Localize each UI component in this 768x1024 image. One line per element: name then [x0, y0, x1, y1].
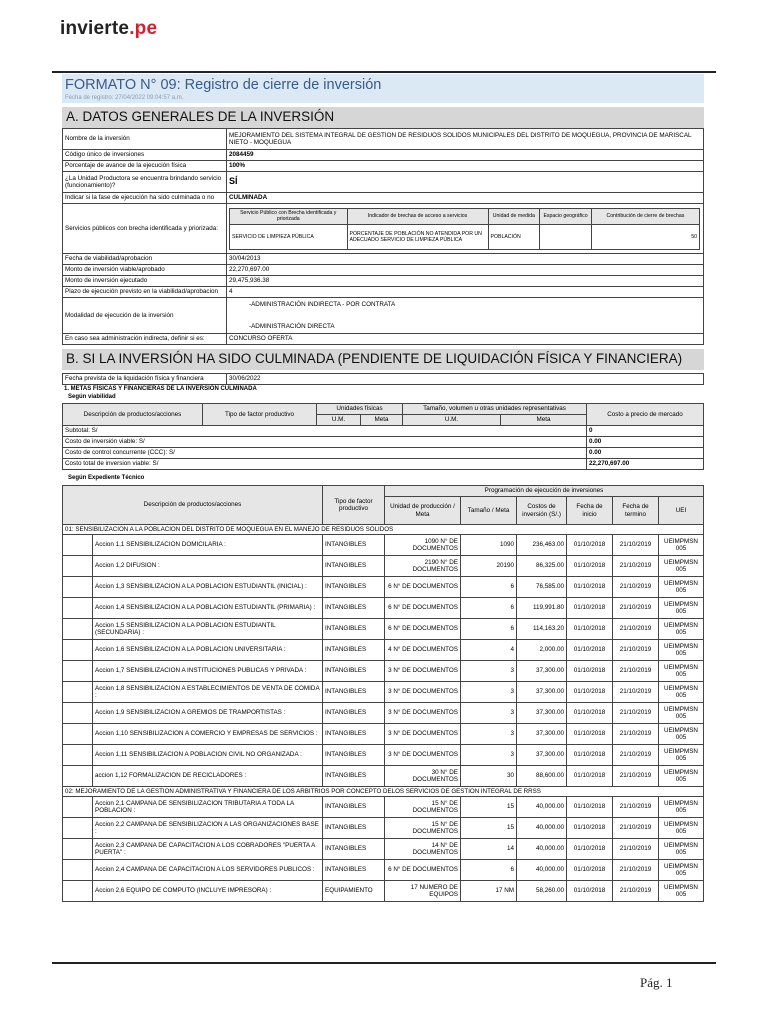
row-factor-type: INTANGIBLES — [323, 860, 385, 881]
row-unit: 15 N° DE DOCUMENTOS — [385, 818, 461, 839]
field-label: Monto de inversión viable/aprobado — [63, 265, 227, 276]
row-indent — [63, 577, 93, 598]
row-indent — [63, 535, 93, 556]
field-value: 30/04/2013 — [227, 254, 704, 265]
services-cell — [540, 224, 592, 249]
field-label: Indicar si la fase de ejecución ha sido culminada o no — [63, 193, 227, 204]
row-size: 3 — [461, 745, 517, 766]
row-start-date: 01/10/2018 — [567, 818, 613, 839]
row-factor-type: INTANGIBLES — [323, 619, 385, 640]
row-size: 1090 — [461, 535, 517, 556]
row-size: 3 — [461, 661, 517, 682]
row-size: 3 — [461, 724, 517, 745]
row-uei: UEIMPMSN 005 — [659, 797, 704, 818]
viabilidad-heading: Según viabilidad — [68, 394, 116, 400]
row-end-date: 21/10/2019 — [613, 797, 659, 818]
row-start-date: 01/10/2018 — [567, 661, 613, 682]
row-end-date: 21/10/2019 — [613, 535, 659, 556]
group-row — [63, 787, 704, 797]
exp-header: Fecha de termino — [613, 497, 659, 525]
row-description: Accion 1,10 SENSIBILIZACION A COMERCIO Y EMPRESAS DE SERVICIOS : — [93, 724, 323, 745]
row-factor-type: INTANGIBLES — [323, 745, 385, 766]
table-row — [63, 577, 704, 598]
row-size: 6 — [461, 598, 517, 619]
row-start-date: 01/10/2018 — [567, 839, 613, 860]
row-unit: 3 N° DE DOCUMENTOS — [385, 724, 461, 745]
row-size: 17 NM — [461, 881, 517, 902]
row-unit: 6 N° DE DOCUMENTOS — [385, 619, 461, 640]
row-description: Accion 1,1 SENSIBILIZACION DOMICILARIA : — [93, 535, 323, 556]
row-start-date: 01/10/2018 — [567, 535, 613, 556]
row-indent — [63, 661, 93, 682]
row-factor-type: INTANGIBLES — [323, 766, 385, 787]
field-label: Monto de inversión ejecutado — [63, 276, 227, 287]
row-start-date: 01/10/2018 — [567, 860, 613, 881]
row-cost: 58,260.00 — [517, 881, 567, 902]
table-row — [63, 619, 704, 640]
row-start-date: 01/10/2018 — [567, 881, 613, 902]
field-value: SÍ — [227, 172, 704, 193]
row-cost: 37,300.00 — [517, 661, 567, 682]
row-start-date: 01/10/2018 — [567, 703, 613, 724]
row-cost: 37,300.00 — [517, 745, 567, 766]
row-end-date: 21/10/2019 — [613, 881, 659, 902]
table-row — [63, 839, 704, 860]
total-value: 0 — [587, 426, 704, 437]
table-row — [63, 598, 704, 619]
row-uei: UEIMPMSN 005 — [659, 818, 704, 839]
row-factor-type: INTANGIBLES — [323, 839, 385, 860]
viab-header: Meta — [501, 415, 587, 426]
row-description: Accion 2,6 EQUIPO DE COMPUTO (INCLUYE IMPRESORA) : — [93, 881, 323, 902]
total-label: Costo de inversión viable: S/ — [63, 437, 587, 448]
row-start-date: 01/10/2018 — [567, 619, 613, 640]
table-row — [63, 881, 704, 902]
row-factor-type: INTANGIBLES — [323, 797, 385, 818]
field-label: En caso sea administración indirecta, definir si es: — [63, 334, 227, 345]
viab-header: U.M. — [403, 415, 501, 426]
row-size: 20190 — [461, 556, 517, 577]
expediente-heading: Según Expediente Técnico — [68, 475, 145, 481]
row-end-date: 21/10/2019 — [613, 860, 659, 881]
row-unit: 1090 N° DE DOCUMENTOS — [385, 535, 461, 556]
group-title: 02: MEJORAMIENTO DE LA GESTION ADMINISTRATIVA Y FINANCIERA DE LOS ARBITRIOS POR CONCEPTO DELOS SERVICIOS DE GESTION INTEGRAL DE RRSS — [63, 787, 704, 797]
field-label: Nombre de la inversión — [63, 129, 227, 150]
row-unit: 4 N° DE DOCUMENTOS — [385, 640, 461, 661]
row-start-date: 01/10/2018 — [567, 745, 613, 766]
row-description: Accion 1,8 SENSIBILIZACION A ESTABLECIMIENTOS DE VENTA DE COMIDA : — [93, 682, 323, 703]
row-start-date: 01/10/2018 — [567, 682, 613, 703]
row-cost: 40,000.00 — [517, 797, 567, 818]
row-cost: 37,300.00 — [517, 682, 567, 703]
table-row — [63, 818, 704, 839]
table-row — [63, 640, 704, 661]
viab-header: Meta — [361, 415, 403, 426]
services-header: Indicador de brechas de acceso a servicios — [347, 208, 488, 224]
row-start-date: 01/10/2018 — [567, 556, 613, 577]
table-row — [63, 535, 704, 556]
row-unit: 17 NUMERO DE EQUIPOS — [385, 881, 461, 902]
row-end-date: 21/10/2019 — [613, 818, 659, 839]
row-unit: 3 N° DE DOCUMENTOS — [385, 703, 461, 724]
row-indent — [63, 640, 93, 661]
total-label: Subtotal: S/ — [63, 426, 587, 437]
row-description: Accion 2,1 CAMPANA DE SENSIBILIZACION TRIBUTARIA A TODA LA POBLACION : — [93, 797, 323, 818]
row-size: 30 — [461, 766, 517, 787]
row-cost: 236,463.00 — [517, 535, 567, 556]
row-end-date: 21/10/2019 — [613, 724, 659, 745]
row-description: Accion 1,4 SENSIBILIZACION A LA POBLACION ESTUDIANTIL (PRIMARIA) : — [93, 598, 323, 619]
row-description: Accion 2,3 CAMPANA DE CAPACITACION A LOS COBRADORES "PUERTA A PUERTA" : — [93, 839, 323, 860]
row-description: Accion 1,3 SENSIBILIZACION A LA POBLACION ESTUDIANTIL (INICIAL) : — [93, 577, 323, 598]
field-value: 22,270,697.00 — [227, 265, 704, 276]
row-end-date: 21/10/2019 — [613, 703, 659, 724]
row-factor-type: INTANGIBLES — [323, 724, 385, 745]
row-start-date: 01/10/2018 — [567, 724, 613, 745]
row-description: Accion 2,2 CAMPANA DE SENSIBILIZACION A LAS ORGANIZACIONES BASE : — [93, 818, 323, 839]
services-header: Contribución de cierre de brechas — [591, 208, 699, 224]
table-row — [63, 556, 704, 577]
row-indent — [63, 766, 93, 787]
row-factor-type: INTANGIBLES — [323, 535, 385, 556]
table-row — [63, 797, 704, 818]
total-label: Costo total de inversion viable: S/ — [63, 459, 587, 470]
row-uei: UEIMPMSN 005 — [659, 682, 704, 703]
services-header: Unidad de medida — [488, 208, 540, 224]
field-label: Plazo de ejecución previsto en la viabilidad/aprobacion — [63, 287, 227, 298]
row-description: Accion 1,5 SENSIBILIZACION A LA POBLACION ESTUDIANTIL (SECUNDARIA) : — [93, 619, 323, 640]
row-end-date: 21/10/2019 — [613, 682, 659, 703]
field-label: Fecha prevista de la liquidación física y financiera — [63, 374, 227, 385]
row-end-date: 21/10/2019 — [613, 661, 659, 682]
metas-heading: 1. METAS FÍSICAS Y FINANCIERAS DE LA INVERSIÓN CULMINADA — [64, 386, 257, 392]
row-factor-type: INTANGIBLES — [323, 682, 385, 703]
top-divider — [52, 71, 716, 73]
total-label: Costo de control concurrente (CCC): S/ — [63, 448, 587, 459]
total-value: 0.00 — [587, 448, 704, 459]
row-uei: UEIMPMSN 005 — [659, 556, 704, 577]
viability-table — [62, 403, 704, 470]
table-row — [63, 682, 704, 703]
field-label: Código único de inversiones — [63, 150, 227, 161]
row-uei: UEIMPMSN 005 — [659, 724, 704, 745]
row-uei: UEIMPMSN 005 — [659, 598, 704, 619]
viab-header: Tamaño, volumen u otras unidades representativas — [403, 404, 587, 415]
table-row — [63, 661, 704, 682]
exp-header: Costos de inversión (S/.) — [517, 497, 567, 525]
row-description: accion 1,12 FORMALIZACION DE RECICLADORES : — [93, 766, 323, 787]
row-cost: 119,991.80 — [517, 598, 567, 619]
row-factor-type: INTANGIBLES — [323, 640, 385, 661]
row-unit: 6 N° DE DOCUMENTOS — [385, 577, 461, 598]
row-description: Accion 1,6 SENSIBILIZACION A LA POBLACION UNIVERSITARIA : — [93, 640, 323, 661]
row-unit: 3 N° DE DOCUMENTOS — [385, 661, 461, 682]
row-start-date: 01/10/2018 — [567, 640, 613, 661]
expediente-table — [62, 485, 704, 902]
row-uei: UEIMPMSN 005 — [659, 577, 704, 598]
row-uei: UEIMPMSN 005 — [659, 766, 704, 787]
bottom-divider — [52, 962, 716, 964]
row-size: 15 — [461, 818, 517, 839]
services-table — [229, 208, 700, 250]
row-factor-type: INTANGIBLES — [323, 818, 385, 839]
row-start-date: 01/10/2018 — [567, 598, 613, 619]
row-unit: 3 N° DE DOCUMENTOS — [385, 682, 461, 703]
row-uei: UEIMPMSN 005 — [659, 881, 704, 902]
row-factor-type: INTANGIBLES — [323, 703, 385, 724]
services-cell: PORCENTAJE DE POBLACIÓN NO ATENDIDA POR UN ADECUADO SERVICIO DE LIMPIEZA PÚBLICA — [347, 224, 488, 249]
row-unit: 2190 N° DE DOCUMENTOS — [385, 556, 461, 577]
field-value: 2084459 — [227, 150, 704, 161]
exp-header: Descripción de productos/acciones — [63, 486, 323, 525]
section-b-heading: B. SI LA INVERSIÓN HA SIDO CULMINADA (PENDIENTE DE LIQUIDACIÓN FÍSICA Y FINANCIERA) — [62, 349, 704, 370]
row-indent — [63, 839, 93, 860]
row-size: 3 — [461, 682, 517, 703]
row-size: 6 — [461, 619, 517, 640]
viab-header: Descripción de productos/acciones — [63, 404, 203, 426]
row-indent — [63, 556, 93, 577]
row-indent — [63, 881, 93, 902]
row-end-date: 21/10/2019 — [613, 766, 659, 787]
form-title: FORMATO N° 09: Registro de cierre de inversión — [65, 77, 382, 93]
table-row — [63, 745, 704, 766]
row-size: 14 — [461, 839, 517, 860]
modality-item: -ADMINISTRACIÓN DIRECTA — [249, 322, 335, 330]
row-size: 15 — [461, 797, 517, 818]
row-size: 6 — [461, 860, 517, 881]
viab-header: Unidades físicas — [317, 404, 403, 415]
row-indent — [63, 598, 93, 619]
table-row — [63, 860, 704, 881]
row-size: 3 — [461, 703, 517, 724]
row-unit: 15 N° DE DOCUMENTOS — [385, 797, 461, 818]
row-cost: 114,163.20 — [517, 619, 567, 640]
field-value: MEJORAMIENTO DEL SISTEMA INTEGRAL DE GESTION DE RESIDUOS SOLIDOS MUNICIPALES DEL DISTRITO DE MOQUEGUA, PROVINCIA DE MARISCAL NIETO - MOQUEGUA — [227, 129, 704, 150]
page-number: Pág. 1 — [640, 975, 673, 990]
field-value: 4 — [227, 287, 704, 298]
row-factor-type: EQUIPAMIENTO — [323, 881, 385, 902]
exp-header: Unidad de producción / Meta — [385, 497, 461, 525]
row-unit: 14 N° DE DOCUMENTOS — [385, 839, 461, 860]
row-start-date: 01/10/2018 — [567, 766, 613, 787]
row-size: 6 — [461, 577, 517, 598]
row-description: Accion 1,11 SENSIBILIZACION A POBLACION CIVIL NO ORGANIZADA : — [93, 745, 323, 766]
viab-header: U.M. — [317, 415, 361, 426]
row-uei: UEIMPMSN 005 — [659, 839, 704, 860]
total-value: 22,270,697.00 — [587, 459, 704, 470]
viab-header: Tipo de factor productivo — [203, 404, 317, 426]
row-uei: UEIMPMSN 005 — [659, 745, 704, 766]
exp-header: Fecha de inicio — [567, 497, 613, 525]
row-end-date: 21/10/2019 — [613, 745, 659, 766]
row-indent — [63, 682, 93, 703]
field-label: Modalidad de ejecución de la inversión — [63, 298, 227, 334]
row-description: Accion 2,4 CAMPANA DE CAPACITACION A LOS SERVIDORES PUBLICOS : — [93, 860, 323, 881]
table-row — [63, 766, 704, 787]
field-label: Servicios públicos con brecha identificada y priorizada: — [63, 204, 227, 254]
row-cost: 86,325.00 — [517, 556, 567, 577]
row-cost: 88,600.00 — [517, 766, 567, 787]
row-uei: UEIMPMSN 005 — [659, 703, 704, 724]
row-start-date: 01/10/2018 — [567, 577, 613, 598]
row-indent — [63, 745, 93, 766]
row-uei: UEIMPMSN 005 — [659, 640, 704, 661]
row-unit: 6 N° DE DOCUMENTOS — [385, 860, 461, 881]
row-end-date: 21/10/2019 — [613, 577, 659, 598]
services-header: Espacio geográfico — [540, 208, 592, 224]
row-cost: 37,300.00 — [517, 703, 567, 724]
row-uei: UEIMPMSN 005 — [659, 535, 704, 556]
field-label: ¿La Unidad Productora se encuentra brindando servicio (funcionamiento)? — [63, 172, 227, 193]
services-cell: 50 — [591, 224, 699, 249]
row-start-date: 01/10/2018 — [567, 797, 613, 818]
row-factor-type: INTANGIBLES — [323, 577, 385, 598]
field-value: 29,475,936.38 — [227, 276, 704, 287]
row-indent — [63, 724, 93, 745]
field-label: Fecha de viabilidad/aprobacion — [63, 254, 227, 265]
row-uei: UEIMPMSN 005 — [659, 619, 704, 640]
table-row — [63, 703, 704, 724]
field-value: CONCURSO OFERTA — [227, 334, 704, 345]
group-row — [63, 525, 704, 535]
group-title: 01: SENSIBILIZACION A LA POBLACION DEL DISTRITO DE MOQUEGUA EN EL MANEJO DE RESIDUOS SOLIDOS — [63, 525, 704, 535]
row-indent — [63, 619, 93, 640]
field-value: 100% — [227, 161, 704, 172]
row-indent — [63, 703, 93, 724]
form-title-bar — [62, 74, 704, 103]
invierte-logo: invierte.pe — [60, 18, 158, 39]
row-description: Accion 1,7 SENSIBILIZACION A INSTITUCIONES PUBLICAS Y PRIVADA : — [93, 661, 323, 682]
services-cell: SERVICIO DE LIMPIEZA PÚBLICA — [230, 224, 348, 249]
row-factor-type: INTANGIBLES — [323, 598, 385, 619]
services-cell: POBLACIÓN — [488, 224, 540, 249]
row-end-date: 21/10/2019 — [613, 556, 659, 577]
exp-header: UEI — [659, 497, 704, 525]
row-end-date: 21/10/2019 — [613, 619, 659, 640]
field-value: CULMINADA — [227, 193, 704, 204]
row-cost: 40,000.00 — [517, 839, 567, 860]
row-end-date: 21/10/2019 — [613, 598, 659, 619]
row-unit: 30 N° DE DOCUMENTOS — [385, 766, 461, 787]
exp-header: Programación de ejecución de inversiones — [385, 486, 704, 497]
registration-date: Fecha de registro: 27/04/2022 09:04:57 a.m. — [65, 95, 184, 101]
section-a-heading: A. DATOS GENERALES DE LA INVERSIÓN — [62, 107, 704, 128]
row-cost: 2,000.00 — [517, 640, 567, 661]
row-factor-type: INTANGIBLES — [323, 661, 385, 682]
row-end-date: 21/10/2019 — [613, 640, 659, 661]
row-unit: 3 N° DE DOCUMENTOS — [385, 745, 461, 766]
document-body — [62, 74, 704, 902]
row-size: 4 — [461, 640, 517, 661]
row-factor-type: INTANGIBLES — [323, 556, 385, 577]
row-uei: UEIMPMSN 005 — [659, 661, 704, 682]
liquidation-date-table — [62, 373, 704, 385]
row-cost: 40,000.00 — [517, 860, 567, 881]
row-cost: 76,585.00 — [517, 577, 567, 598]
viab-header: Costo a precio de mercado — [587, 404, 704, 426]
total-value: 0.00 — [587, 437, 704, 448]
row-indent — [63, 860, 93, 881]
exp-header: Tamaño / Meta — [461, 497, 517, 525]
general-data-table — [62, 128, 704, 345]
row-indent — [63, 818, 93, 839]
table-row — [63, 724, 704, 745]
exp-header: Tipo de factor productivo — [323, 486, 385, 525]
row-cost: 40,000.00 — [517, 818, 567, 839]
row-indent — [63, 797, 93, 818]
field-label: Porcentaje de avance de la ejecución física — [63, 161, 227, 172]
row-uei: UEIMPMSN 005 — [659, 860, 704, 881]
row-unit: 6 N° DE DOCUMENTOS — [385, 598, 461, 619]
modality-item: -ADMINISTRACIÓN INDIRECTA - POR CONTRATA — [249, 301, 396, 309]
row-description: Accion 1,9 SENSIBILIZACION A GREMIOS DE TRAMPORTISTAS : — [93, 703, 323, 724]
services-header: Servicio Público con Brecha identificada y priorizada — [230, 208, 348, 224]
field-value: 30/06/2022 — [227, 374, 704, 385]
row-cost: 37,300.00 — [517, 724, 567, 745]
row-description: Accion 1,2 DIFUSION : — [93, 556, 323, 577]
row-end-date: 21/10/2019 — [613, 839, 659, 860]
